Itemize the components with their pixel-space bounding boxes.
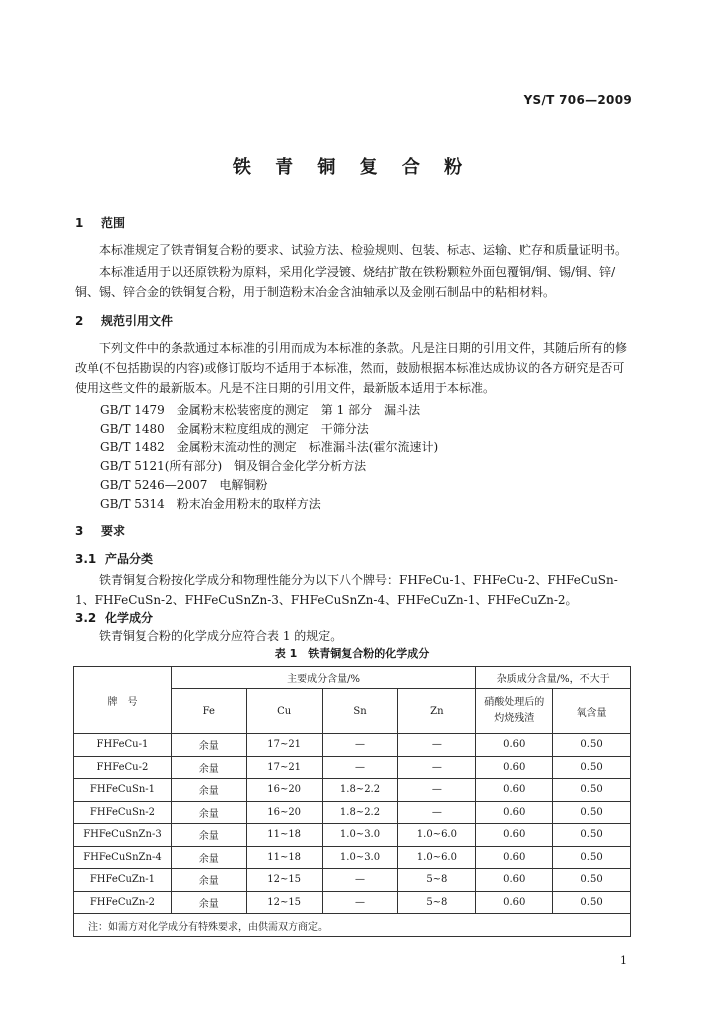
cell-oxygen: 0.50: [553, 734, 631, 757]
header-zn: Zn: [398, 689, 476, 734]
cell-grade: FHFeCuSn-1: [74, 779, 172, 802]
table-row: [74, 869, 631, 892]
cell-sn: —: [322, 734, 398, 757]
cell-zn: 1.0~6.0: [398, 824, 476, 847]
section-1-paragraph-1: 本标准规定了铁青铜复合粉的要求、试验方法、检验规则、包装、标志、运输、贮存和质量证明书。: [99, 243, 628, 257]
cell-cu: 16~20: [246, 801, 322, 824]
cell-sn: —: [322, 869, 398, 892]
cell-sn: —: [322, 891, 398, 914]
table-row: [74, 801, 631, 824]
table-row: [74, 891, 631, 914]
cell-fe: 余量: [171, 869, 246, 892]
cell-cu: 17~21: [246, 756, 322, 779]
cell-fe: 余量: [171, 779, 246, 802]
subsection-number: 3.2: [75, 611, 97, 625]
cell-cu: 16~20: [246, 779, 322, 802]
cell-zn: 5~8: [398, 869, 476, 892]
subsection-3-1-heading: [75, 550, 153, 567]
cell-residue: 0.60: [476, 869, 553, 892]
cell-residue: 0.60: [476, 801, 553, 824]
table-note-row: [74, 914, 631, 937]
cell-fe: 余量: [171, 891, 246, 914]
cell-fe: 余量: [171, 824, 246, 847]
header-ignition-residue: 硝酸处理后的灼烧残渣: [476, 689, 553, 734]
cell-oxygen: 0.50: [553, 801, 631, 824]
table-row: [74, 846, 631, 869]
cell-residue: 0.60: [476, 779, 553, 802]
section-3-heading: [75, 522, 125, 539]
section-1-paragraph-2: 本标准适用于以还原铁粉为原料，采用化学浸镀、烧结扩散在铁粉颗粒外面包覆铜/铜、锡/铜、锌/铜、锡、锌合金的铁铜复合粉，用于制造粉末冶金含油轴承以及金刚石制品中的粘相材料。: [75, 265, 616, 299]
section-2-heading: [75, 312, 173, 329]
cell-cu: 12~15: [246, 869, 322, 892]
cell-grade: FHFeCuZn-1: [74, 869, 172, 892]
subsection-title: 化学成分: [105, 611, 154, 625]
cell-residue: 0.60: [476, 891, 553, 914]
cell-fe: 余量: [171, 756, 246, 779]
cell-cu: 11~18: [246, 846, 322, 869]
cell-oxygen: 0.50: [553, 779, 631, 802]
section-title: 范围: [101, 216, 126, 230]
standard-code: YS/T 706—2009: [523, 93, 632, 107]
section-title: 规范引用文件: [101, 314, 174, 328]
cell-sn: 1.8~2.2: [322, 779, 398, 802]
cell-grade: FHFeCu-1: [74, 734, 172, 757]
header-cu: Cu: [246, 689, 322, 734]
section-title: 要求: [101, 524, 126, 538]
cell-oxygen: 0.50: [553, 824, 631, 847]
table-note: 注：如需方对化学成分有特殊要求，由供需双方商定。: [74, 914, 631, 937]
cell-sn: 1.8~2.2: [322, 801, 398, 824]
cell-sn: 1.0~3.0: [322, 846, 398, 869]
cell-zn: —: [398, 734, 476, 757]
cell-zn: —: [398, 801, 476, 824]
cell-sn: 1.0~3.0: [322, 824, 398, 847]
section-number: 2: [75, 314, 84, 328]
cell-zn: —: [398, 779, 476, 802]
cell-cu: 17~21: [246, 734, 322, 757]
cell-grade: FHFeCuZn-2: [74, 891, 172, 914]
header-fe: Fe: [171, 689, 246, 734]
table-row: [74, 824, 631, 847]
cell-oxygen: 0.50: [553, 891, 631, 914]
reference-item: GB/T 5121(所有部分) 铜及铜合金化学分析方法: [100, 459, 367, 473]
table-row: [74, 734, 631, 757]
header-main-components: 主要成分含量/%: [171, 667, 475, 689]
cell-cu: 12~15: [246, 891, 322, 914]
cell-grade: FHFeCuSn-2: [74, 801, 172, 824]
cell-residue: 0.60: [476, 846, 553, 869]
document-title: 铁 青 铜 复 合 粉: [232, 157, 472, 178]
cell-sn: —: [322, 756, 398, 779]
section-number: 3: [75, 524, 84, 538]
subsection-3-2-heading: [75, 609, 153, 626]
cell-zn: 1.0~6.0: [398, 846, 476, 869]
reference-item: GB/T 1480 金属粉末粒度组成的测定 干筛分法: [100, 422, 369, 436]
cell-zn: —: [398, 756, 476, 779]
section-1-heading: [75, 214, 125, 231]
cell-residue: 0.60: [476, 756, 553, 779]
page-number: 1: [620, 954, 627, 967]
reference-item: GB/T 5246—2007 电解铜粉: [100, 478, 268, 492]
subsection-number: 3.1: [75, 552, 97, 566]
cell-oxygen: 0.50: [553, 869, 631, 892]
header-sn: Sn: [322, 689, 398, 734]
cell-oxygen: 0.50: [553, 756, 631, 779]
cell-cu: 11~18: [246, 824, 322, 847]
header-impurity: 杂质成分含量/%，不大于: [476, 667, 631, 689]
cell-oxygen: 0.50: [553, 846, 631, 869]
cell-grade: FHFeCuSnZn-3: [74, 824, 172, 847]
table-row: [74, 779, 631, 802]
cell-zn: 5~8: [398, 891, 476, 914]
section-2-paragraph: 下列文件中的条款通过本标准的引用而成为本标准的条款。凡是注日期的引用文件，其随后所有的修改单(不包括勘误的内容)或修订版均不适用于本标准，然而，鼓励根据本标准达成协议的各方研究是否可使用这些文件的最新版本。凡是不注日期的引用文件，最新版本适用于本标准。: [75, 341, 628, 395]
cell-residue: 0.60: [476, 824, 553, 847]
subsection-3-1-paragraph: 铁青铜复合粉按化学成分和物理性能分为以下八个牌号：FHFeCu-1、FHFeCu-2、FHFeCuSn-1、FHFeCuSn-2、FHFeCuSnZn-3、FHFeCuSnZn-4、FHFeCuZn-1、FHFeCuZn-2。: [75, 573, 618, 607]
chemical-composition-table: [73, 666, 631, 937]
subsection-3-2-paragraph: 铁青铜复合粉的化学成分应符合表 1 的规定。: [99, 629, 343, 643]
table-header-row: [74, 667, 631, 689]
table-row: [74, 756, 631, 779]
cell-grade: FHFeCuSnZn-4: [74, 846, 172, 869]
cell-fe: 余量: [171, 801, 246, 824]
cell-fe: 余量: [171, 734, 246, 757]
cell-grade: FHFeCu-2: [74, 756, 172, 779]
cell-residue: 0.60: [476, 734, 553, 757]
cell-fe: 余量: [171, 846, 246, 869]
reference-item: GB/T 1482 金属粉末流动性的测定 标准漏斗法(霍尔流速计): [100, 440, 439, 454]
section-number: 1: [75, 216, 84, 230]
reference-item: GB/T 1479 金属粉末松装密度的测定 第 1 部分 漏斗法: [100, 403, 421, 417]
reference-item: GB/T 5314 粉末冶金用粉末的取样方法: [100, 497, 321, 511]
table-caption: 表 1 铁青铜复合粉的化学成分: [274, 647, 430, 660]
header-oxygen-content: 氧含量: [553, 689, 631, 734]
header-grade: 牌 号: [74, 667, 172, 734]
subsection-title: 产品分类: [105, 552, 154, 566]
